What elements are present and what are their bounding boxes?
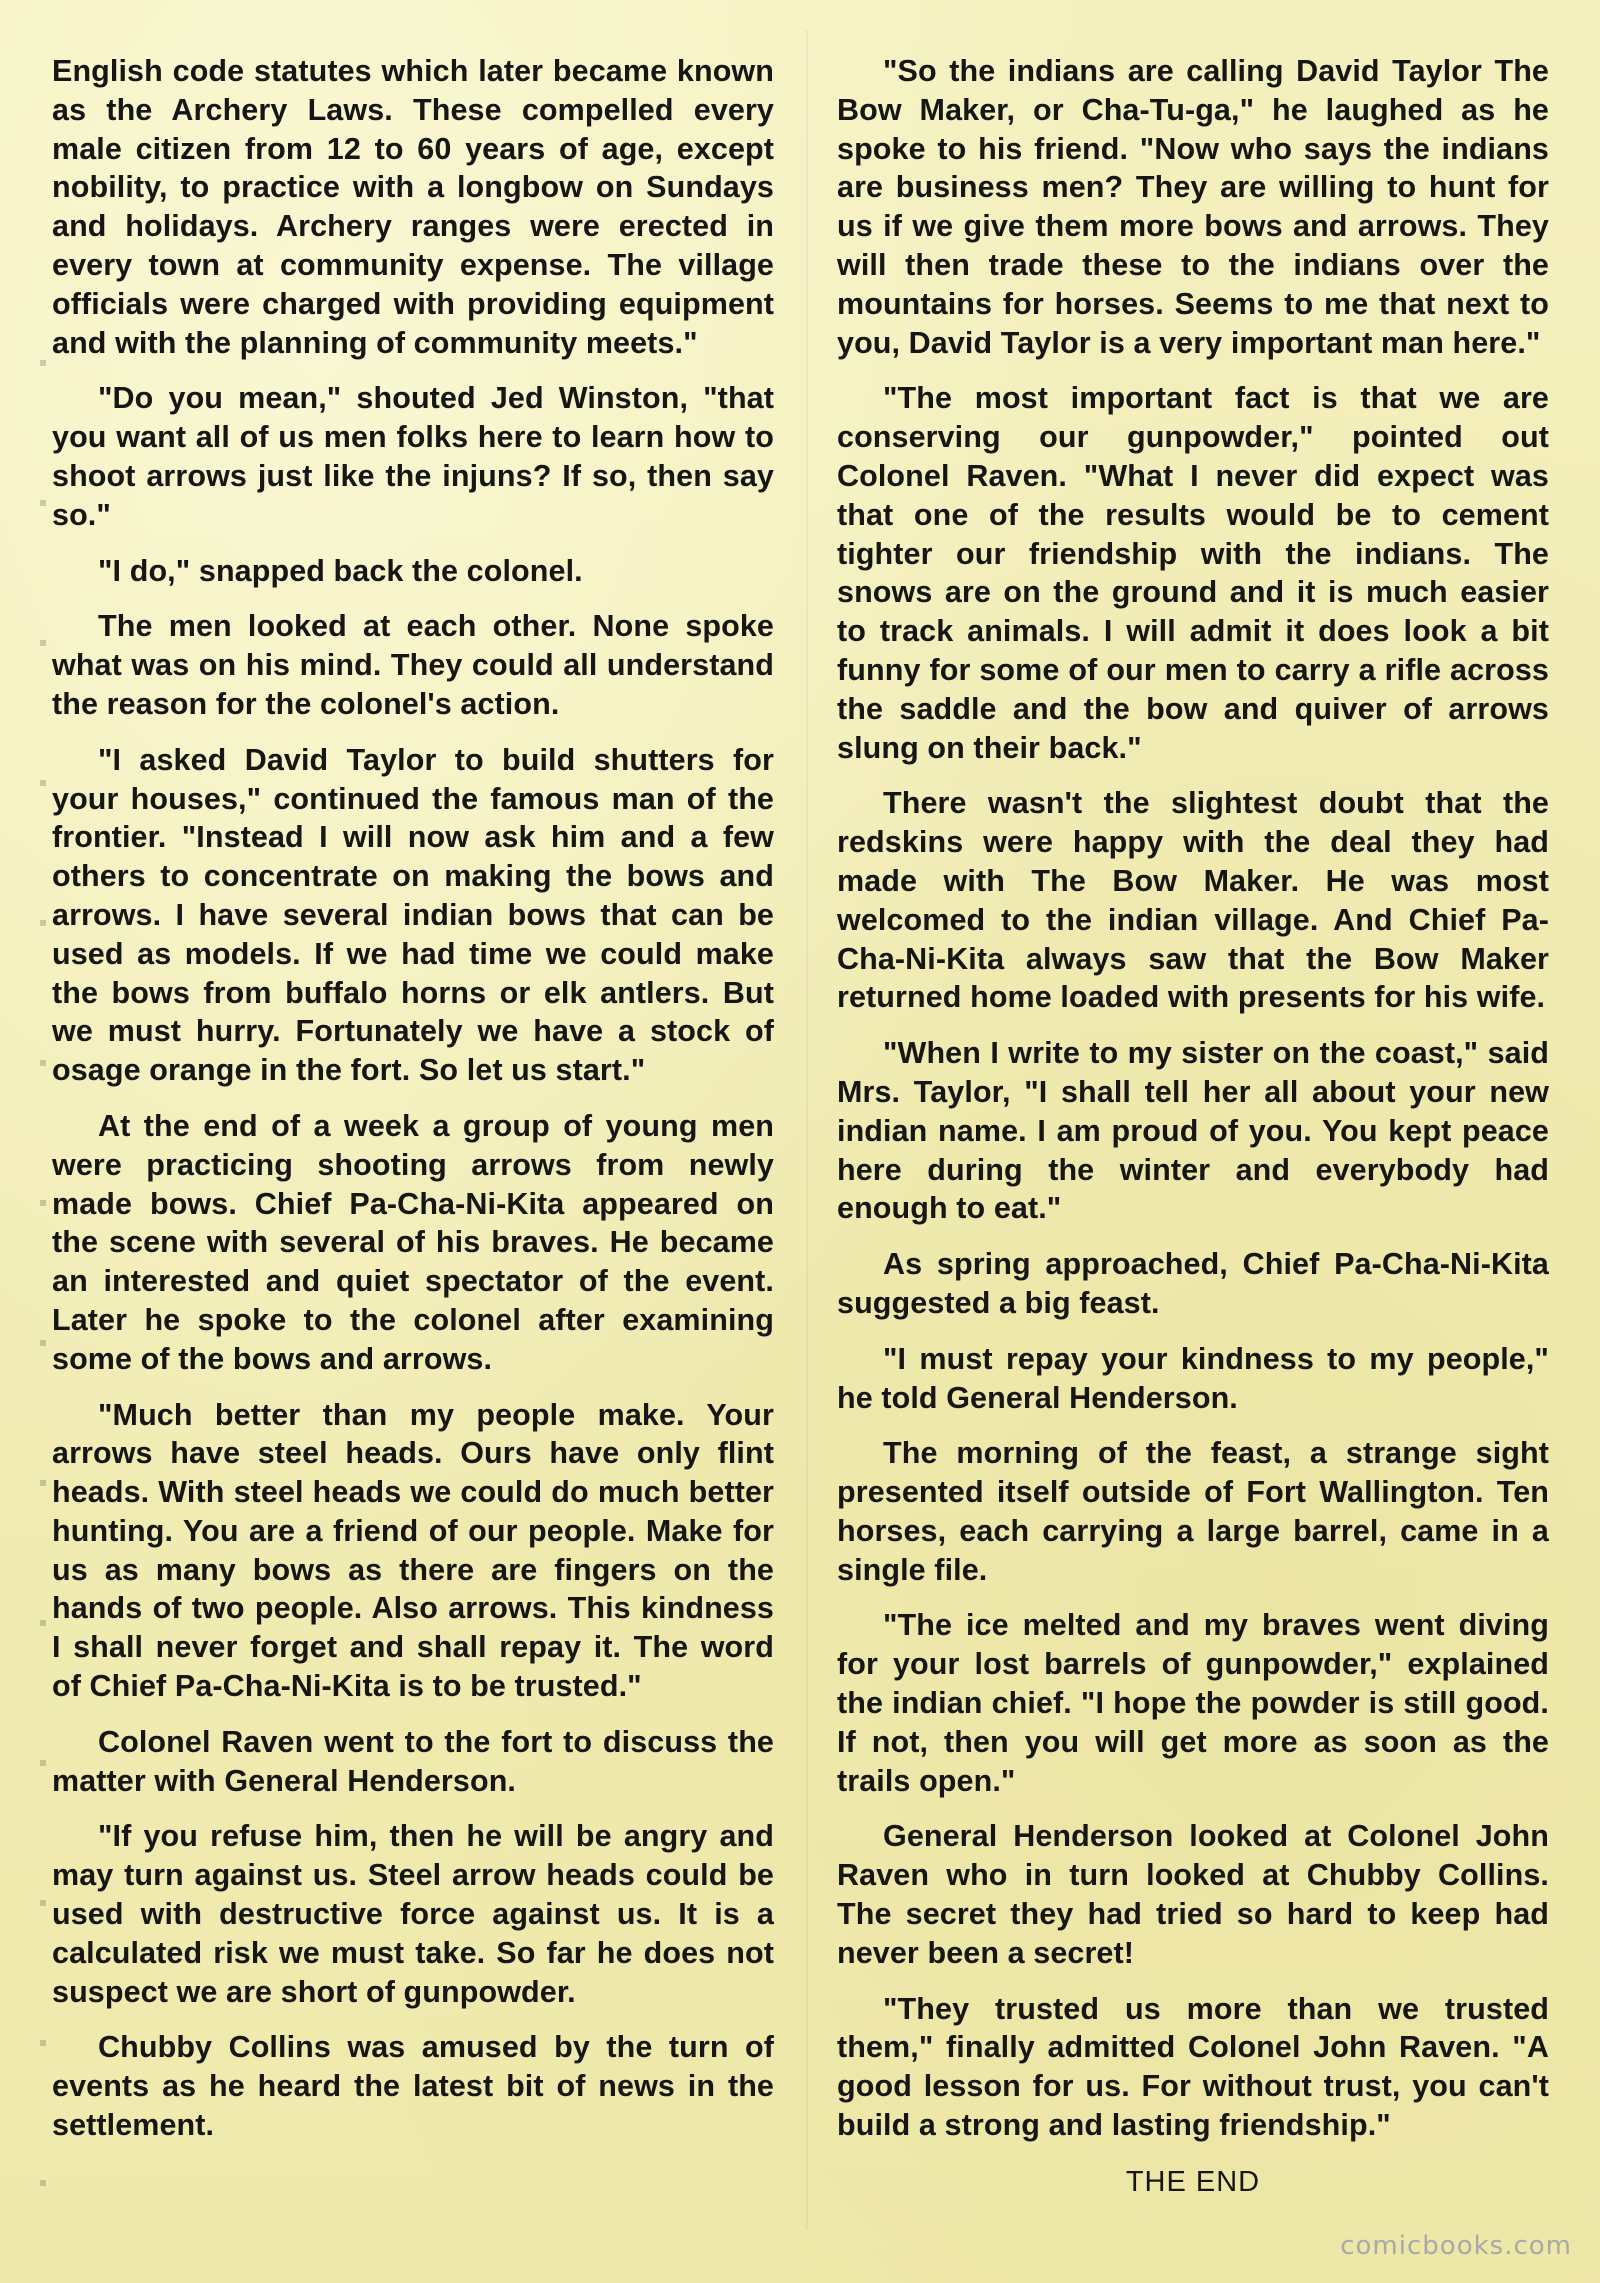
paragraph: "Do you mean," shouted Jed Winston, "that you want all of us men folks here to learn how to shoot arrows just like the injuns? If so, then say so." — [52, 381, 774, 532]
right-text-column — [837, 52, 1549, 2202]
paragraph: As spring approached, Chief Pa-Cha-Ni-Kita suggested a big feast. — [837, 1247, 1549, 1320]
paragraph: At the end of a week a group of young men were practicing shooting arrows from newly made bows. Chief Pa-Cha-Ni-Kita appeared on the scene with several of his braves. He became an interested and quiet spectator of the event. Later he spoke to the colonel after examining some of the bows and arrows. — [52, 1108, 774, 1376]
paragraph: "I do," snapped back the colonel. — [98, 553, 583, 588]
paragraph: "If you refuse him, then he will be angry and may turn against us. Steel arrow heads could be used with destructive force against us. It is a calculated risk we must take. So far he does not suspect we are short of gunpowder. — [52, 1819, 774, 2009]
paragraph: "The ice melted and my braves went diving for your lost barrels of gunpowder," explained the indian chief. "I hope the powder is still good. If not, then you will get more as soon as the trails open." — [837, 1608, 1549, 1798]
paragraph: The men looked at each other. None spoke what was on his mind. They could all understand the reason for the colonel's action. — [52, 609, 774, 721]
paragraph: Colonel Raven went to the fort to discuss the matter with General Henderson. — [52, 1724, 774, 1798]
paragraph: "The most important fact is that we are conserving our gunpowder," pointed out Colonel Raven. "What I never did expect was that one of the results would be to cement tighter our friendship with the indians. The snows are on the ground and it is much easier to track animals. I will admit it does look a bit funny for some of our men to carry a rifle across the saddle and the bow and quiver of arrows slung on their back." — [837, 381, 1549, 765]
paragraph: "Much better than my people make. Your arrows have steel heads. Ours have only flint heads. With steel heads we could do much better hunting. You are a friend of our people. Make for us as many bows as there are fingers on the hands of two people. Also arrows. This kindness I shall never forget and shall repay it. The word of Chief Pa-Cha-Ni-Kita is to be trusted." — [52, 1397, 774, 1704]
paragraph: "I must repay your kindness to my people," he told General Henderson. — [837, 1341, 1549, 1415]
print-edge-marks — [40, 360, 46, 2220]
paragraph: There wasn't the slightest doubt that the redskins were happy with the deal they had made with The Bow Maker. He was most welcomed to the indian village. And Chief Pa-Cha-Ni-Kita always saw that the Bow Maker returned home loaded with presents for his wife. — [837, 786, 1549, 1015]
paragraph: "They trusted us more than we trusted them," finally admitted Colonel John Raven. "A good lesson for us. For without trust, you can't build a strong and lasting friendship." — [837, 1991, 1549, 2143]
column-gutter — [806, 30, 808, 2230]
paragraph: Chubby Collins was amused by the turn of events as he heard the latest bit of news in the settlement. — [52, 2030, 774, 2143]
paragraph: "I asked David Taylor to build shutters for your houses," continued the famous man of the frontier. "Instead I will now ask him and a few others to concentrate on making the bows and arrows. I have several indian bows that can be used as models. If we had time we could make the bows from buffalo horns or elk antlers. But we must hurry. Fortunately we have a stock of osage orange in the fort. So let us start." — [52, 742, 774, 1088]
left-text-column — [52, 52, 774, 2162]
paragraph: English code statutes which later became known as the Archery Laws. These compelled every male citizen from 12 to 60 years of age, except nobility, to practice with a longbow on Sundays and holidays. Archery ranges were erected in every town at community expense. The village officials were charged with providing equipment and with the planning of community meets." — [52, 54, 774, 360]
paragraph: "When I write to my sister on the coast," said Mrs. Taylor, "I shall tell her all about your new indian name. I am proud of you. You kept peace here during the winter and everybody had enough to eat." — [837, 1036, 1549, 1226]
paragraph: "So the indians are calling David Taylor The Bow Maker, or Cha-Tu-ga," he laughed as he spoke to his friend. "Now who says the indians are business men? They are willing to hunt for us if we give them more bows and arrows. They will then trade these to the indians over the mountains for horses. Seems to me that next to you, David Taylor is a very important man here." — [837, 54, 1549, 360]
paragraph: General Henderson looked at Colonel John Raven who in turn looked at Chubby Collins. The secret they had tried so hard to keep had never been a secret! — [837, 1819, 1549, 1970]
the-end-label: THE END — [1125, 2165, 1261, 2198]
paragraph: The morning of the feast, a strange sight presented itself outside of Fort Wallington. Ten horses, each carrying a large barrel, came in a single file. — [837, 1436, 1549, 1587]
site-watermark: comicbooks.com — [1340, 2231, 1572, 2261]
